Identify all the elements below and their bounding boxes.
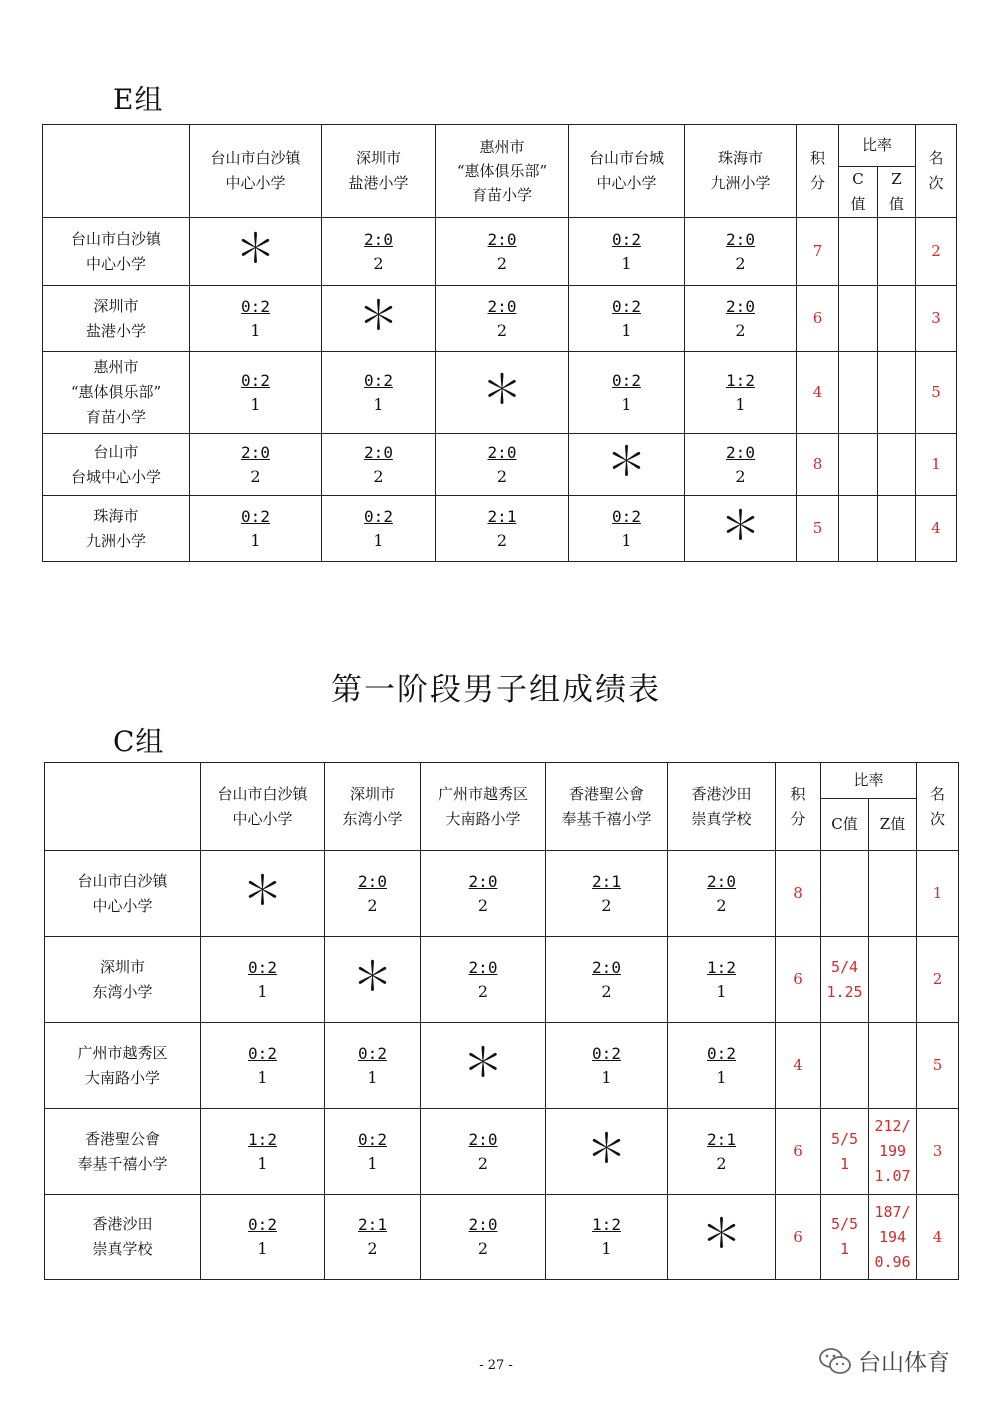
match-points: 1 [367, 1067, 378, 1087]
match-result-cell [421, 851, 546, 937]
row-header-team: 珠海市 九洲小学 [43, 496, 190, 562]
table-row [43, 434, 957, 496]
rank: 2 [916, 218, 957, 286]
self-match-cell [685, 496, 797, 562]
match-points: 1 [716, 981, 727, 1001]
corner-cell [43, 125, 190, 218]
match-points: 1 [257, 1153, 268, 1173]
match-score: 1:2 [248, 1129, 277, 1149]
watermark-text: 台山体育 [858, 1350, 950, 1376]
c-value: 5/5 1 [821, 1195, 869, 1280]
c-value [839, 218, 878, 286]
row-header-team: 台山市白沙镇 中心小学 [45, 851, 201, 937]
match-points: 2 [367, 1239, 378, 1258]
rank: 5 [916, 352, 957, 434]
match-points: 1 [250, 394, 261, 414]
z-value [869, 1023, 917, 1109]
table-row [45, 1023, 959, 1109]
self-match-cell [546, 1109, 668, 1195]
match-score: 2:1 [592, 871, 621, 891]
match-score: 2:0 [468, 1215, 498, 1234]
match-points: 1 [367, 1153, 378, 1173]
match-score: 2:0 [358, 871, 387, 891]
z-value [878, 218, 916, 286]
table-row [45, 937, 959, 1023]
c-group-body [45, 851, 959, 1280]
match-points: 1 [621, 253, 632, 273]
row-header-team: 深圳市 盐港小学 [43, 286, 190, 352]
match-points: 2 [735, 253, 746, 273]
table-row [43, 352, 957, 434]
c-value: 5/4 1.25 [821, 937, 869, 1023]
match-result-cell [201, 937, 325, 1023]
self-match-cell [668, 1195, 776, 1280]
match-score: 0:2 [248, 957, 277, 977]
match-points: 1 [257, 981, 268, 1001]
match-result-cell [668, 1109, 776, 1195]
match-points: 2 [477, 1239, 489, 1258]
total-points: 6 [776, 1195, 821, 1280]
match-score: 0:2 [364, 370, 393, 390]
row-header-team: 广州市越秀区 大南路小学 [45, 1023, 201, 1109]
match-score: 2:0 [468, 1129, 498, 1149]
col-header-team: 深圳市 盐港小学 [322, 125, 436, 218]
col-header-z-value: Z 值 [878, 167, 916, 218]
col-header-team: 珠海市 九洲小学 [685, 125, 797, 218]
match-result-cell [546, 937, 668, 1023]
table-row [45, 1195, 959, 1280]
match-result-cell [190, 352, 322, 434]
match-points: 2 [716, 1153, 727, 1173]
z-value [878, 352, 916, 434]
match-result-cell [668, 851, 776, 937]
z-value [878, 286, 916, 352]
self-match-cell [569, 434, 685, 496]
corner-cell [45, 763, 201, 851]
e-group-body [43, 218, 957, 562]
match-score: 0:2 [612, 506, 641, 526]
self-match-cell [325, 937, 421, 1023]
table-row [45, 851, 959, 937]
match-result-cell [546, 851, 668, 937]
rank: 3 [917, 1109, 959, 1195]
col-header-c-value: C 值 [839, 167, 878, 218]
c-value [839, 496, 878, 562]
col-header-team: 台山市台城 中心小学 [569, 125, 685, 218]
match-score: 2:0 [487, 229, 517, 249]
rank: 3 [916, 286, 957, 352]
match-score: 0:2 [592, 1043, 621, 1063]
match-points: 2 [496, 466, 508, 486]
rank: 5 [917, 1023, 959, 1109]
match-result-cell [685, 352, 797, 434]
match-score: 0:2 [612, 370, 641, 390]
match-score: 2:0 [487, 442, 517, 462]
match-result-cell [201, 1109, 325, 1195]
z-value: 212/ 199 1.07 [869, 1109, 917, 1195]
match-result-cell [322, 434, 436, 496]
rank: 1 [916, 434, 957, 496]
match-points: 2 [496, 253, 508, 273]
match-score: 0:2 [241, 296, 270, 316]
match-score: 0:2 [707, 1043, 736, 1063]
match-result-cell [421, 1195, 546, 1280]
match-points: 1 [250, 530, 261, 550]
col-header-team: 台山市白沙镇 中心小学 [201, 763, 325, 851]
self-match-cell [201, 851, 325, 937]
match-score: 0:2 [364, 506, 393, 526]
self-match-cell [322, 286, 436, 352]
page-number: - 27 - [479, 1358, 513, 1373]
self-match-cell [436, 352, 569, 434]
match-score: 2:0 [726, 296, 755, 316]
col-header-team: 广州市越秀区 大南路小学 [421, 763, 546, 851]
match-score: 1:2 [726, 370, 755, 390]
match-score: 2:0 [592, 957, 621, 977]
z-value [869, 937, 917, 1023]
total-points: 4 [797, 352, 839, 434]
row-header-team: 台山市白沙镇 中心小学 [43, 218, 190, 286]
match-score: 0:2 [358, 1043, 387, 1063]
match-points: 1 [373, 530, 384, 550]
asterisk-mark: ＊ [358, 292, 399, 339]
match-points: 1 [601, 1239, 612, 1258]
total-points: 7 [797, 218, 839, 286]
c-value [821, 851, 869, 937]
col-header-ratio: 比率 [821, 763, 917, 799]
match-score: 2:0 [487, 296, 517, 316]
match-score: 2:1 [487, 506, 517, 526]
e-group-table [42, 124, 957, 562]
match-result-cell [322, 218, 436, 286]
match-score: 2:1 [707, 1129, 736, 1149]
match-points: 1 [601, 1067, 612, 1087]
match-result-cell [436, 496, 569, 562]
total-points: 5 [797, 496, 839, 562]
match-result-cell [322, 496, 436, 562]
match-score: 0:2 [241, 370, 270, 390]
col-header-points: 积 分 [797, 125, 839, 218]
match-result-cell [201, 1023, 325, 1109]
col-header-rank: 名 次 [917, 763, 959, 851]
match-score: 0:2 [241, 506, 270, 526]
match-result-cell [436, 286, 569, 352]
match-result-cell [190, 496, 322, 562]
col-header-z-value: Z值 [869, 799, 917, 851]
match-result-cell [325, 1109, 421, 1195]
total-points: 6 [776, 937, 821, 1023]
match-result-cell [436, 434, 569, 496]
match-result-cell [668, 1023, 776, 1109]
rank: 1 [917, 851, 959, 937]
asterisk-mark: ＊ [482, 366, 522, 413]
total-points: 4 [776, 1023, 821, 1109]
match-score: 1:2 [707, 957, 736, 977]
table-row [43, 286, 957, 352]
asterisk-mark: ＊ [701, 1211, 742, 1257]
col-header-team: 香港聖公會 奉基千禧小学 [546, 763, 668, 851]
c-group-title: C组 [113, 725, 165, 758]
c-value: 5/5 1 [821, 1109, 869, 1195]
rank: 2 [917, 937, 959, 1023]
match-score: 2:1 [358, 1215, 387, 1234]
match-score: 2:0 [364, 229, 393, 249]
match-result-cell [325, 851, 421, 937]
col-header-c-value: C值 [821, 799, 869, 851]
match-points: 2 [496, 530, 508, 550]
col-header-team: 深圳市 东湾小学 [325, 763, 421, 851]
col-header-team: 香港沙田 崇真学校 [668, 763, 776, 851]
asterisk-mark: ＊ [352, 953, 393, 1000]
match-points: 1 [735, 394, 746, 414]
match-points: 1 [373, 394, 384, 414]
match-result-cell [668, 937, 776, 1023]
asterisk-mark: ＊ [463, 1039, 503, 1086]
match-result-cell [569, 352, 685, 434]
match-score: 2:0 [468, 871, 498, 891]
asterisk-mark: ＊ [235, 225, 276, 272]
match-points: 1 [257, 1239, 268, 1258]
match-result-cell [190, 286, 322, 352]
match-score: 0:2 [358, 1129, 387, 1149]
total-points: 6 [776, 1109, 821, 1195]
match-points: 2 [735, 466, 746, 486]
table-row [45, 1109, 959, 1195]
match-score: 2:0 [707, 871, 736, 891]
c-group-table [44, 762, 959, 1280]
match-points: 2 [601, 981, 612, 1001]
rank: 4 [917, 1195, 959, 1280]
match-points: 1 [250, 320, 261, 340]
col-header-points: 积 分 [776, 763, 821, 851]
match-score: 2:0 [726, 442, 755, 462]
match-points: 2 [477, 981, 489, 1001]
match-points: 2 [250, 466, 261, 486]
section-title: 第一阶段男子组成绩表 [331, 672, 661, 708]
match-result-cell [685, 434, 797, 496]
match-points: 1 [716, 1067, 727, 1087]
match-result-cell [322, 352, 436, 434]
col-header-ratio: 比率 [839, 125, 916, 167]
match-points: 1 [621, 320, 632, 340]
match-result-cell [421, 937, 546, 1023]
match-result-cell [325, 1195, 421, 1280]
match-score: 2:0 [241, 442, 270, 462]
match-points: 2 [735, 320, 746, 340]
self-match-cell [421, 1023, 546, 1109]
row-header-team: 香港聖公會 奉基千禧小学 [45, 1109, 201, 1195]
match-points: 1 [257, 1067, 268, 1087]
c-value [839, 434, 878, 496]
row-header-team: 惠州市 “惠体俱乐部” 育苗小学 [43, 352, 190, 434]
asterisk-mark: ＊ [606, 438, 647, 485]
col-header-team: 台山市白沙镇 中心小学 [190, 125, 322, 218]
match-result-cell [421, 1109, 546, 1195]
total-points: 8 [797, 434, 839, 496]
self-match-cell [190, 218, 322, 286]
rank: 4 [916, 496, 957, 562]
table-row [43, 218, 957, 286]
watermark [818, 1344, 950, 1377]
c-value [821, 1023, 869, 1109]
total-points: 8 [776, 851, 821, 937]
col-header-rank: 名 次 [916, 125, 957, 218]
row-header-team: 台山市 台城中心小学 [43, 434, 190, 496]
table-row [43, 496, 957, 562]
match-score: 0:2 [248, 1043, 277, 1063]
match-points: 2 [601, 895, 612, 915]
match-score: 0:2 [248, 1215, 277, 1234]
match-points: 2 [496, 320, 508, 340]
row-header-team: 香港沙田 崇真学校 [45, 1195, 201, 1280]
col-header-team: 惠州市 “惠体俱乐部” 育苗小学 [436, 125, 569, 218]
e-group-title: E组 [113, 83, 164, 116]
match-result-cell [325, 1023, 421, 1109]
match-result-cell [685, 286, 797, 352]
total-points: 6 [797, 286, 839, 352]
match-points: 2 [477, 895, 489, 915]
match-result-cell [436, 218, 569, 286]
match-score: 2:0 [726, 229, 755, 249]
asterisk-mark: ＊ [586, 1125, 627, 1172]
match-score: 2:0 [364, 442, 393, 462]
match-points: 1 [621, 530, 632, 550]
match-points: 2 [373, 466, 384, 486]
match-score: 1:2 [592, 1215, 621, 1234]
row-header-team: 深圳市 东湾小学 [45, 937, 201, 1023]
z-value: 187/ 194 0.96 [869, 1195, 917, 1280]
match-score: 2:0 [468, 957, 498, 977]
match-result-cell [201, 1195, 325, 1280]
match-points: 2 [367, 895, 378, 915]
wechat-icon [818, 1346, 852, 1376]
asterisk-mark: ＊ [242, 867, 283, 914]
match-result-cell [546, 1023, 668, 1109]
z-value [878, 496, 916, 562]
c-value [839, 352, 878, 434]
match-points: 1 [621, 394, 632, 414]
match-score: 0:2 [612, 296, 641, 316]
match-points: 2 [716, 895, 727, 915]
match-points: 2 [477, 1153, 489, 1173]
c-value [839, 286, 878, 352]
match-result-cell [190, 434, 322, 496]
match-result-cell [569, 286, 685, 352]
match-score: 0:2 [612, 229, 641, 249]
match-result-cell [546, 1195, 668, 1280]
match-points: 2 [373, 253, 384, 273]
asterisk-mark: ＊ [720, 502, 761, 549]
match-result-cell [569, 496, 685, 562]
z-value [869, 851, 917, 937]
z-value [878, 434, 916, 496]
match-result-cell [569, 218, 685, 286]
match-result-cell [685, 218, 797, 286]
